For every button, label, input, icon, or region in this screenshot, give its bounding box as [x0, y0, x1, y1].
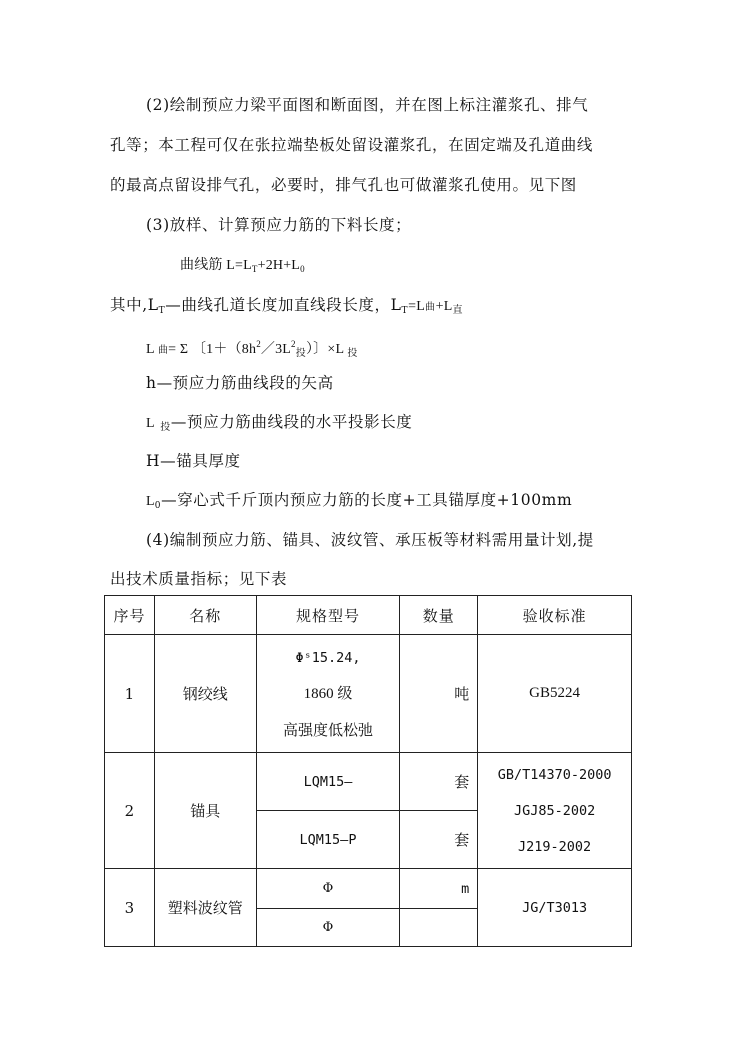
paragraph-3: (3)放样、计算预应力筋的下料长度；	[146, 216, 412, 234]
lt-text: —曲线孔道长度加直线段长度，L	[165, 296, 402, 314]
row1-spec-line-1: Φˢ15.24,	[295, 649, 361, 666]
header-no: 序号	[105, 596, 155, 635]
lqu-part2: ／3L	[260, 342, 292, 357]
lqu-tou: 投	[295, 348, 306, 359]
row2-standard-line-2: JGJ85-2002	[513, 802, 596, 819]
definition-l0	[146, 490, 572, 516]
table-header-row	[105, 596, 632, 635]
row2-spec-a: LQM15—	[256, 753, 400, 811]
lt-eq: =L	[408, 299, 425, 314]
paragraph-4-line-1: (4)编制预应力筋、锚具、波纹管、承压板等材料需用量计划,提	[146, 531, 594, 549]
paragraph-2-line-2: 孔等；本工程可仅在张拉端垫板处留设灌浆孔，在固定端及孔道曲线	[110, 136, 594, 154]
formula-main-prefix: 曲线筋 L=L	[180, 258, 252, 273]
paragraph-2-line-3: 的最高点留设排气孔，必要时，排气孔也可做灌浆孔使用。见下图	[110, 176, 577, 194]
formula-main-sub-t: T	[251, 264, 258, 274]
lt-qu: 曲	[425, 302, 436, 313]
formula-main-sub-0: 0	[300, 264, 305, 274]
l0-text: —穿心式千斤顶内预应力筋的长度+工具锚厚度+100mm	[161, 491, 573, 509]
lqu-qu: 曲	[157, 345, 169, 356]
table-row	[105, 869, 632, 909]
row3-qty-a: m	[400, 869, 478, 909]
row1-spec-line-2: 1860 级	[303, 685, 353, 702]
row2-standard	[478, 753, 632, 869]
row2-standard-line-3: J219-2002	[518, 838, 592, 855]
row1-no: 1	[105, 635, 155, 753]
lt-sub-t: T	[158, 306, 166, 316]
lqu-tou2: 投	[347, 348, 358, 359]
header-qty: 数量	[400, 596, 478, 635]
formula-main	[180, 256, 305, 279]
table-row	[105, 635, 632, 753]
lt-sub-t2: T	[401, 306, 409, 316]
row2-standard-line-1: GB/T14370-2000	[497, 766, 612, 783]
lqu-part3: ）〕×L	[305, 342, 344, 357]
ltou-tou: 投	[160, 422, 171, 433]
ltou-l: L	[146, 416, 155, 431]
formula-lt-definition	[110, 295, 463, 321]
ltou-text: —预应力筋曲线段的水平投影长度	[170, 413, 413, 431]
lt-plus: +L	[435, 299, 453, 314]
row1-name: 钢绞线	[154, 635, 256, 753]
row3-no: 3	[105, 869, 155, 947]
definition-l-tou	[146, 412, 412, 435]
lqu-sup-2b: 2	[291, 339, 296, 349]
row1-standard: GB5224	[478, 635, 632, 753]
l0-sub-0: 0	[154, 501, 162, 511]
row3-name: 塑料波纹管	[154, 869, 256, 947]
header-spec: 规格型号	[256, 596, 400, 635]
row1-spec-line-3: 高强度低松弛	[282, 720, 373, 739]
lt-prefix: 其中,L	[110, 296, 159, 314]
row2-qty-b: 套	[400, 811, 478, 869]
row3-standard: JG/T3013	[478, 869, 632, 947]
row2-no: 2	[105, 753, 155, 869]
definition-h: h—预应力筋曲线段的矢高	[146, 374, 334, 392]
lqu-l: L	[146, 342, 155, 357]
formula-main-mid: +2H+L	[257, 258, 301, 273]
lqu-part1: = Σ 〔1＋（8h	[168, 342, 257, 357]
row1-qty: 吨	[400, 635, 478, 753]
header-name: 名称	[154, 596, 256, 635]
row3-spec-a: Φ	[256, 869, 400, 909]
row1-spec	[256, 635, 400, 753]
row3-spec-b: Φ	[256, 909, 400, 947]
materials-table	[104, 595, 632, 947]
formula-l-qu	[146, 334, 358, 361]
lt-zhi: 直	[452, 305, 464, 316]
lqu-sup-2a: 2	[256, 339, 261, 349]
paragraph-2-line-1: (2)绘制预应力梁平面图和断面图，并在图上标注灌浆孔、排气	[146, 96, 589, 114]
paragraph-4-line-2: 出技术质量指标；见下表	[110, 570, 288, 588]
l0-l: L	[146, 494, 155, 509]
header-standard: 验收标准	[478, 596, 632, 635]
table-row	[105, 753, 632, 811]
definition-H: H—锚具厚度	[146, 452, 241, 470]
row2-name: 锚具	[154, 753, 256, 869]
row2-qty-a: 套	[400, 753, 478, 811]
row2-spec-b: LQM15—P	[256, 811, 400, 869]
row3-qty-b	[400, 909, 478, 947]
